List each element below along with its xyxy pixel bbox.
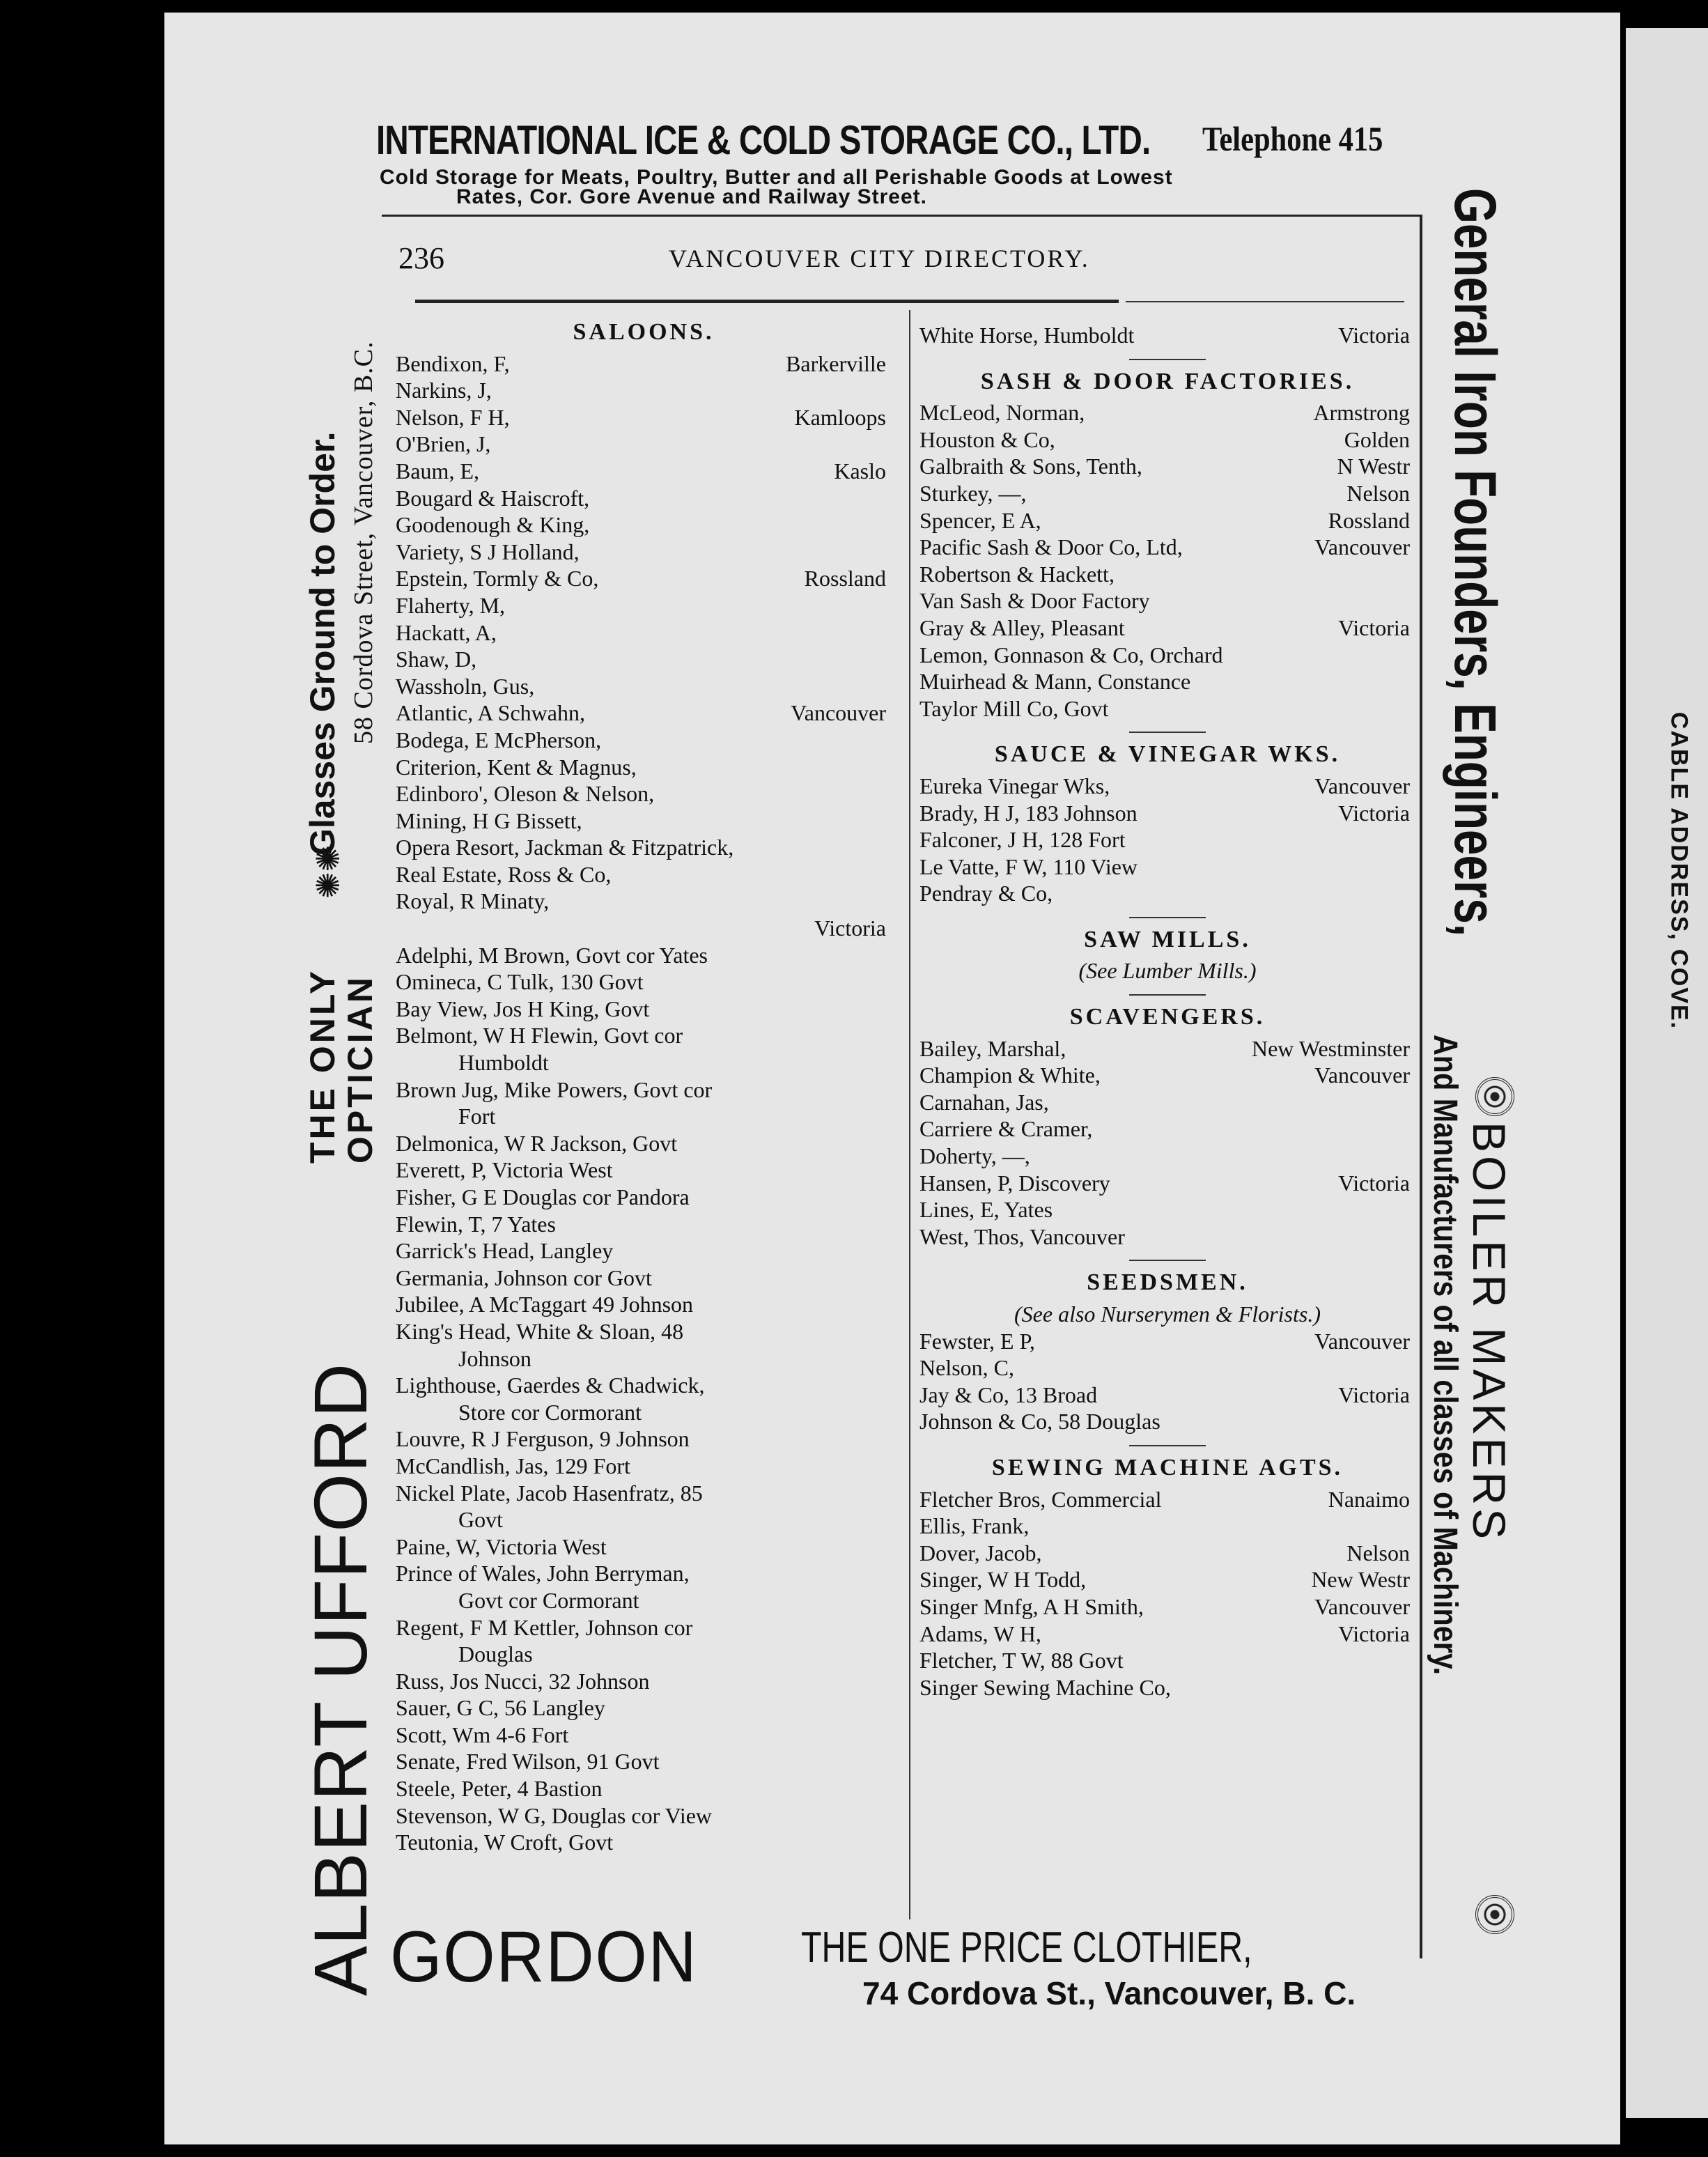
directory-entry xyxy=(919,1328,1415,1355)
entry-name: Ellis, Frank, xyxy=(919,1513,1030,1539)
directory-entry xyxy=(396,780,892,807)
entry-name: Johnson & Co, 58 Douglas xyxy=(919,1409,1160,1435)
section-heading: SEEDSMEN. xyxy=(1087,1269,1248,1296)
directory-entry xyxy=(396,861,892,888)
entry-name: Senate, Fred Wilson, 91 Govt xyxy=(396,1749,660,1775)
column-divider xyxy=(909,310,910,1919)
directory-entry xyxy=(396,968,892,996)
directory-entry xyxy=(919,1674,1415,1701)
directory-entry xyxy=(396,1480,892,1507)
entry-name: Bay View, Jos H King, Govt xyxy=(396,996,650,1021)
section-heading: SASH & DOOR FACTORIES. xyxy=(980,368,1355,394)
footer-address: 74 Cordova St., Vancouver, B. C. xyxy=(862,1975,1356,2011)
entry-name: Lighthouse, Gaerdes & Chadwick, xyxy=(396,1373,705,1398)
entry-city: New Westminster xyxy=(1251,1035,1410,1061)
directory-entry xyxy=(919,1089,1415,1116)
directory-entry xyxy=(396,1560,892,1587)
entry-name: Narkins, J, xyxy=(396,378,492,403)
directory-entry xyxy=(396,1076,892,1104)
left-ad-slogan: Glasses Ground to Order. xyxy=(303,431,342,856)
entry-city: Vancouver xyxy=(1314,1328,1410,1354)
entry-name: Pendray & Co, xyxy=(919,881,1053,906)
directory-entry xyxy=(396,996,892,1023)
section-heading: SEWING MACHINE AGTS. xyxy=(991,1454,1344,1480)
entry-city: Victoria xyxy=(1338,1382,1410,1407)
left-ad-optician: OPTICIAN xyxy=(341,975,380,1163)
entry-name: Eureka Vinegar Wks, xyxy=(919,773,1110,798)
entry-name: Bailey, Marshal, xyxy=(919,1035,1066,1061)
directory-entry xyxy=(396,1372,892,1399)
directory-entry xyxy=(396,1775,892,1802)
entry-name: Taylor Mill Co, Govt xyxy=(919,695,1109,721)
entry-city: Rossland xyxy=(1328,507,1410,533)
section-separator xyxy=(1129,732,1206,733)
section-heading: SALOONS. xyxy=(573,319,715,345)
directory-entry xyxy=(919,1621,1415,1648)
cross-reference-note: (See also Nurserymen & Florists.) xyxy=(1014,1301,1321,1327)
directory-entry xyxy=(919,1196,1415,1223)
section-separator xyxy=(1129,994,1206,996)
entry-name: Everett, P, Victoria West xyxy=(396,1157,613,1183)
directory-entry xyxy=(396,1291,892,1318)
directory-entry xyxy=(396,1668,892,1695)
entry-continuation: Fort xyxy=(458,1104,496,1129)
entry-name: Singer Mnfg, A H Smith, xyxy=(919,1593,1144,1619)
entry-name: Doherty, —, xyxy=(919,1143,1030,1169)
entry-name: Paine, W, Victoria West xyxy=(396,1533,607,1559)
directory-entry xyxy=(396,942,892,969)
entry-city: Nelson xyxy=(1346,1540,1410,1565)
entry-name: Fewster, E P, xyxy=(919,1328,1035,1354)
directory-entry xyxy=(396,646,892,673)
entry-name: Real Estate, Ross & Co, xyxy=(396,861,612,887)
right-ad-founders: General Iron Founders, Engineers, xyxy=(1443,188,1508,937)
directory-entry xyxy=(919,614,1415,642)
directory-entry xyxy=(396,699,892,727)
directory-entry xyxy=(919,561,1415,588)
section-heading: SAUCE & VINEGAR WKS. xyxy=(994,741,1341,768)
directory-entry xyxy=(396,485,892,512)
entry-name: Muirhead & Mann, Constance xyxy=(919,669,1191,695)
directory-entry xyxy=(396,1022,892,1049)
entry-name: Belmont, W H Flewin, Govt cor xyxy=(396,1023,683,1049)
entry-name: Carriere & Cramer, xyxy=(919,1116,1093,1142)
directory-entry xyxy=(919,399,1415,426)
entry-name: Le Vatte, F W, 110 View xyxy=(919,853,1138,879)
entry-name: White Horse, Humboldt xyxy=(919,323,1135,348)
entry-city: Kamloops xyxy=(794,404,886,430)
directory-entry xyxy=(396,1722,892,1749)
directory-entry xyxy=(919,1408,1415,1435)
directory-entry xyxy=(919,1566,1415,1593)
right-ad-boiler-makers: BOILER MAKERS xyxy=(1464,1122,1515,1543)
section-heading: SAW MILLS. xyxy=(1084,926,1251,952)
directory-entry xyxy=(919,587,1415,614)
entry-name: Sauer, G C, 56 Langley xyxy=(396,1695,605,1721)
entry-name: King's Head, White & Sloan, 48 xyxy=(396,1318,684,1344)
entry-city: Vancouver xyxy=(1314,534,1410,560)
entry-name: Fletcher, T W, 88 Govt xyxy=(919,1648,1124,1673)
city-line xyxy=(396,915,892,942)
page-number: 236 xyxy=(398,241,444,275)
directory-entry xyxy=(396,1237,892,1265)
entry-name: Edinboro', Oleson & Nelson, xyxy=(396,781,655,807)
directory-entry xyxy=(396,727,892,754)
section-heading: SCAVENGERS. xyxy=(1069,1004,1266,1030)
directory-entry xyxy=(396,807,892,835)
directory-entry xyxy=(396,592,892,619)
left-ad-star-icon: ✺✺ xyxy=(311,844,346,899)
entry-name: Russ, Jos Nucci, 32 Johnson xyxy=(396,1668,650,1694)
directory-entry xyxy=(396,1184,892,1211)
entry-name: Nelson, C, xyxy=(919,1355,1014,1381)
entry-city: Nelson xyxy=(1346,480,1410,506)
directory-entry xyxy=(396,834,892,861)
directory-entry xyxy=(396,888,892,915)
directory-entry xyxy=(396,511,892,539)
footer-gordon: GORDON xyxy=(390,1917,698,1997)
directory-entry xyxy=(396,619,892,647)
entry-name: Atlantic, A Schwahn, xyxy=(396,700,585,726)
entry-name: Brown Jug, Mike Powers, Govt cor xyxy=(396,1076,713,1102)
rosette-icon xyxy=(1475,1895,1514,1934)
directory-entry xyxy=(396,1694,892,1722)
entry-name: Epstein, Tormly & Co, xyxy=(396,566,599,592)
entry-name: Jay & Co, 13 Broad xyxy=(919,1382,1098,1407)
entry-name: Carnahan, Jas, xyxy=(919,1089,1049,1115)
entry-name: Nickel Plate, Jacob Hasenfratz, 85 xyxy=(396,1480,703,1506)
entry-name: McCandlish, Jas, 129 Fort xyxy=(396,1453,630,1478)
left-ad-name: ALBERT UFFORD xyxy=(298,1362,382,1996)
entry-name: Stevenson, W G, Douglas cor View xyxy=(396,1802,713,1828)
entry-continuation: Store cor Cormorant xyxy=(458,1399,642,1425)
entry-name: Royal, R Minaty, xyxy=(396,888,550,914)
directory-entry xyxy=(919,1486,1415,1513)
entry-name: Brady, H J, 183 Johnson xyxy=(919,800,1138,826)
directory-entry xyxy=(919,826,1415,853)
entry-name: Adams, W H, xyxy=(919,1621,1041,1646)
directory-entry xyxy=(919,1223,1415,1251)
entry-name: Flaherty, M, xyxy=(396,592,506,618)
entry-name: Singer, W H Todd, xyxy=(919,1567,1087,1593)
directory-entry xyxy=(919,1354,1415,1382)
entry-name: Falconer, J H, 128 Fort xyxy=(919,827,1126,853)
directory-entry xyxy=(396,1425,892,1453)
entry-city: Vancouver xyxy=(1314,1593,1410,1619)
directory-entry xyxy=(919,1143,1415,1170)
entry-city: Kaslo xyxy=(834,458,886,484)
entry-continuation: Johnson xyxy=(458,1345,531,1371)
directory-entry xyxy=(919,534,1415,561)
directory-entry xyxy=(396,1453,892,1480)
entry-name: Hansen, P, Discovery xyxy=(919,1170,1110,1196)
directory-entry xyxy=(919,1540,1415,1567)
entry-name: Van Sash & Door Factory xyxy=(919,588,1150,614)
entry-name: Opera Resort, Jackman & Fitzpatrick, xyxy=(396,835,734,860)
directory-entry xyxy=(396,377,892,404)
directory-entry xyxy=(919,1115,1415,1143)
directory-entry xyxy=(396,565,892,592)
entry-continuation: Govt cor Cormorant xyxy=(458,1587,639,1613)
entry-name: Regent, F M Kettler, Johnson cor xyxy=(396,1614,693,1640)
left-ad-address: 58 Cordova Street, Vancouver, B.C. xyxy=(349,341,378,744)
directory-entry xyxy=(919,695,1415,722)
entry-name: Champion & White, xyxy=(919,1062,1101,1088)
entry-name: Hackatt, A, xyxy=(396,619,497,645)
section-separator xyxy=(1129,1445,1206,1446)
entry-city: New Westr xyxy=(1311,1567,1410,1593)
entry-city: Vancouver xyxy=(1314,773,1410,798)
directory-entry xyxy=(919,773,1415,800)
entry-name: Scott, Wm 4-6 Fort xyxy=(396,1722,569,1747)
entry-name: Teutonia, W Croft, Govt xyxy=(396,1830,614,1855)
entry-name: McLeod, Norman, xyxy=(919,400,1085,426)
entry-name: Pacific Sash & Door Co, Ltd, xyxy=(919,534,1183,560)
entry-city: Victoria xyxy=(1338,800,1410,826)
entry-name: Wassholn, Gus, xyxy=(396,673,535,699)
directory-entry xyxy=(396,1130,892,1157)
entry-city: Victoria xyxy=(1338,1170,1410,1196)
directory-entry xyxy=(396,1533,892,1561)
entry-city: N Westr xyxy=(1337,454,1410,479)
directory-entry xyxy=(919,480,1415,507)
header-tagline-2: Rates, Cor. Gore Avenue and Railway Street. xyxy=(456,185,927,208)
directory-entry xyxy=(919,507,1415,534)
directory-entry xyxy=(396,350,892,378)
cross-reference-note: (See Lumber Mills.) xyxy=(1078,958,1257,984)
directory-entry xyxy=(919,1062,1415,1089)
section-separator xyxy=(1129,917,1206,918)
page-title: VANCOUVER CITY DIRECTORY. xyxy=(669,245,1090,272)
directory-entry xyxy=(919,1170,1415,1197)
entry-name: Lines, E, Yates xyxy=(919,1197,1053,1223)
header-rule-left xyxy=(415,300,1119,303)
entry-city: Barkerville xyxy=(786,350,886,376)
directory-entry xyxy=(396,404,892,431)
entry-name: Delmonica, W R Jackson, Govt xyxy=(396,1130,678,1156)
directory-entry xyxy=(919,1647,1415,1674)
directory-entry xyxy=(396,1157,892,1184)
entry-name: Adelphi, M Brown, Govt cor Yates xyxy=(396,942,708,968)
right-ad-manufacturers: And Manufacturers of all classes of Machinery. xyxy=(1427,1035,1464,1676)
entry-continuation: Humboldt xyxy=(458,1050,549,1076)
header-tagline-1: Cold Storage for Meats, Poultry, Butter and all Perishable Goods at Lowest xyxy=(380,166,1173,189)
entry-city: Armstrong xyxy=(1313,400,1410,426)
directory-entry xyxy=(396,1829,892,1856)
entry-city: Rossland xyxy=(804,566,886,592)
entry-city: Victoria xyxy=(1338,1621,1410,1646)
left-ad-the-only: THE ONLY xyxy=(303,968,342,1163)
entry-name: Bendixon, F, xyxy=(396,350,510,376)
directory-entry xyxy=(919,853,1415,881)
directory-entry xyxy=(919,426,1415,454)
rosette-icon xyxy=(1475,1077,1514,1116)
entry-name: Criterion, Kent & Magnus, xyxy=(396,754,637,780)
entry-name: Houston & Co, xyxy=(919,426,1055,452)
entry-name: Gray & Alley, Pleasant xyxy=(919,614,1125,640)
entry-name: Sturkey, —, xyxy=(919,480,1027,506)
directory-entry xyxy=(396,1318,892,1345)
entry-name: Variety, S J Holland, xyxy=(396,539,580,564)
entry-name: Spencer, E A, xyxy=(919,507,1041,533)
left-column xyxy=(396,314,892,1856)
directory-entry xyxy=(919,1593,1415,1621)
directory-entry xyxy=(919,1513,1415,1540)
entry-name: Dover, Jacob, xyxy=(919,1540,1042,1565)
entry-name: West, Thos, Vancouver xyxy=(919,1223,1125,1249)
entry-name: O'Brien, J, xyxy=(396,431,491,457)
directory-entry xyxy=(396,1265,892,1292)
entry-name: Singer Sewing Machine Co, xyxy=(919,1674,1171,1700)
entry-name: Robertson & Hackett, xyxy=(919,561,1115,587)
directory-entry xyxy=(919,322,1415,349)
directory-entry xyxy=(396,1211,892,1238)
entry-name: Bodega, E McPherson, xyxy=(396,727,602,752)
directory-entry xyxy=(919,800,1415,827)
entry-name: Jubilee, A McTaggart 49 Johnson xyxy=(396,1292,694,1317)
entry-name: Shaw, D, xyxy=(396,647,477,672)
entry-name: Garrick's Head, Langley xyxy=(396,1238,614,1264)
header-company-name: INTERNATIONAL ICE & COLD STORAGE CO., LTD. xyxy=(376,118,1151,163)
entry-name: Fisher, G E Douglas cor Pandora xyxy=(396,1184,690,1209)
directory-entry xyxy=(396,431,892,458)
entry-name: Fletcher Bros, Commercial xyxy=(919,1486,1162,1512)
entry-name: Goodenough & King, xyxy=(396,512,590,538)
entry-name: Steele, Peter, 4 Bastion xyxy=(396,1776,603,1802)
header-telephone: Telephone 415 xyxy=(1202,119,1383,158)
directory-entry xyxy=(396,1614,892,1641)
directory-entry xyxy=(396,754,892,781)
entry-continuation: Douglas xyxy=(458,1641,533,1667)
entry-city: Victoria xyxy=(1338,614,1410,640)
directory-entry xyxy=(396,458,892,485)
adjacent-page-strip xyxy=(1665,70,1693,1672)
entry-city: Nanaimo xyxy=(1328,1486,1410,1512)
directory-entry xyxy=(919,642,1415,669)
section-separator xyxy=(1129,359,1206,360)
entry-city: Golden xyxy=(1344,426,1410,452)
directory-entry xyxy=(396,673,892,700)
entry-city: Victoria xyxy=(814,915,886,941)
entry-name: Galbraith & Sons, Tenth, xyxy=(919,454,1142,479)
entry-city: Vancouver xyxy=(791,700,886,726)
entry-name: Nelson, F H, xyxy=(396,404,510,430)
header-rule-right xyxy=(1126,301,1404,302)
directory-entry xyxy=(396,539,892,566)
entry-name: Mining, H G Bissett, xyxy=(396,807,582,833)
entry-continuation: Govt xyxy=(458,1507,503,1533)
entry-name: Flewin, T, 7 Yates xyxy=(396,1211,556,1237)
entry-name: Prince of Wales, John Berryman, xyxy=(396,1561,690,1586)
entry-name: Bougard & Haiscroft, xyxy=(396,485,590,511)
entry-city: Victoria xyxy=(1338,323,1410,348)
directory-entry xyxy=(919,453,1415,480)
entry-name: Baum, E, xyxy=(396,458,479,484)
entry-name: Lemon, Gonnason & Co, Orchard xyxy=(919,642,1223,667)
cable-address-text: CABLE ADDRESS, COVE. xyxy=(1666,711,1693,1030)
entry-name: Louvre, R J Ferguson, 9 Johnson xyxy=(396,1426,690,1452)
directory-entry xyxy=(919,880,1415,907)
directory-entry xyxy=(919,668,1415,695)
section-separator xyxy=(1129,1260,1206,1261)
entry-city: Vancouver xyxy=(1314,1062,1410,1088)
directory-entry xyxy=(919,1035,1415,1062)
directory-entry xyxy=(919,1382,1415,1409)
footer-clothier: THE ONE PRICE CLOTHIER, xyxy=(801,1924,1252,1972)
entry-name: Germania, Johnson cor Govt xyxy=(396,1265,652,1290)
directory-entry xyxy=(396,1748,892,1775)
right-column xyxy=(919,322,1415,1701)
entry-name: Omineca, C Tulk, 130 Govt xyxy=(396,969,644,995)
directory-entry xyxy=(396,1802,892,1830)
